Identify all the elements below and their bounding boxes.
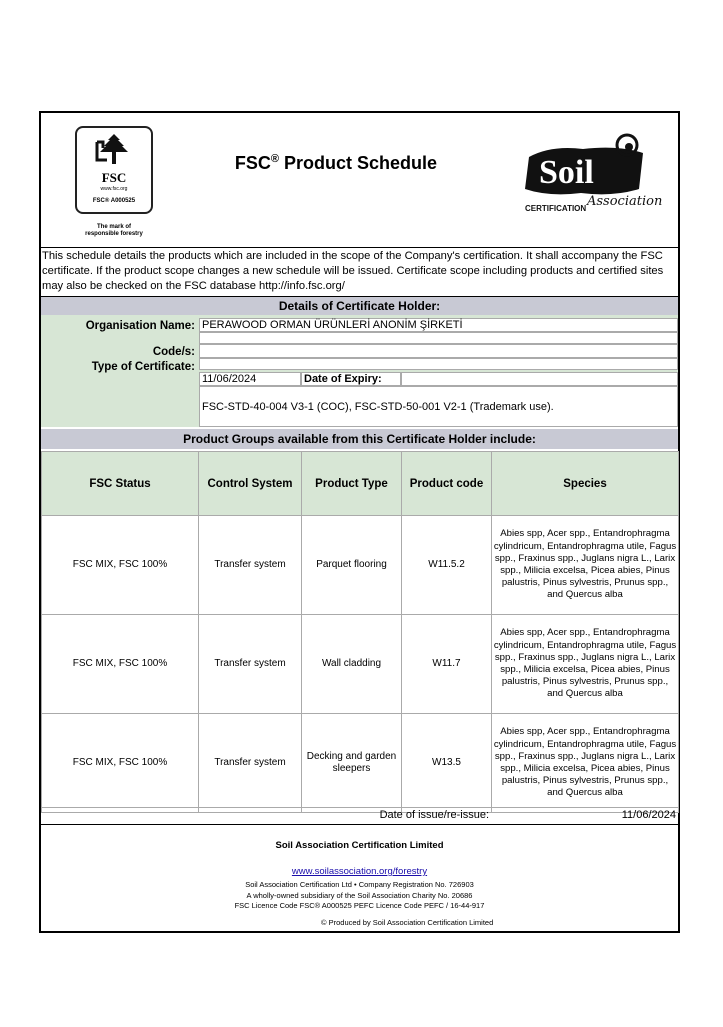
cell-type: Decking and garden sleepers	[302, 714, 402, 813]
standards-value: FSC-STD-40-004 V3-1 (COC), FSC-STD-50-001 V2-1 (Trademark use).	[199, 386, 678, 427]
col-species: Species	[492, 452, 679, 516]
org-name-value: PERAWOOD ORMAN ÜRÜNLERİ ANONİM ŞİRKETİ	[199, 318, 678, 332]
cell-control: Transfer system	[199, 516, 302, 615]
cell-code: W11.7	[402, 615, 492, 714]
soil-association-logo	[521, 127, 663, 215]
col-control-system: Control System	[199, 452, 302, 516]
soil-logo-script: Association	[587, 194, 663, 209]
schedule-header	[41, 113, 678, 248]
footer-link[interactable]: www.soilassociation.org/forestry	[291, 866, 428, 877]
product-groups-table	[41, 451, 679, 813]
cell-type: Parquet flooring	[302, 516, 402, 615]
code-value	[199, 344, 678, 358]
cell-control: Transfer system	[199, 615, 302, 714]
cell-species: Abies spp, Acer spp., Entandrophragma cylindricum, Entandrophragma utile, Fagus spp., Fraxinus spp., Juglans nigra L., Larix spp., Milicia excelsa, Picea abies, Pinus palustris, Pinus sylvestris, Prunus spp., and Quercus alba	[492, 714, 679, 813]
products-section-heading: Product Groups available from this Certificate Holder include:	[41, 429, 678, 449]
footer-line-3: FSC Licence Code FSC® A000525 PEFC Licence Code PEFC / 16-44-917	[234, 901, 485, 910]
expiry-label: Date of Expiry:	[301, 372, 401, 386]
table-row	[42, 714, 679, 813]
footer-produced: © Produced by Soil Association Certification Limited	[321, 917, 494, 927]
cell-status: FSC MIX, FSC 100%	[42, 714, 199, 813]
fsc-tree-icon	[77, 130, 151, 172]
cell-species: Abies spp, Acer spp., Entandrophragma cylindricum, Entandrophragma utile, Fagus spp., Fraxinus spp., Juglans nigra L., Larix spp., Milicia excelsa, Picea abies, Pinus palustris, Pinus sylvestris, Prunus spp., and Quercus alba	[492, 516, 679, 615]
col-product-code: Product code	[402, 452, 492, 516]
title-rest: Product Schedule	[279, 153, 438, 173]
table-row	[42, 516, 679, 615]
code-extra-field	[199, 358, 678, 370]
issue-date-value: 11/06/2024	[199, 372, 301, 386]
col-product-type: Product Type	[302, 452, 402, 516]
issue-date-row	[41, 807, 678, 825]
fsc-logo-url: www.fsc.org	[100, 186, 128, 192]
issue-date-label: Date of issue/re-issue:	[379, 809, 489, 821]
org-extra-field	[199, 332, 678, 344]
cell-status: FSC MIX, FSC 100%	[42, 615, 199, 714]
soil-logo-sub: CERTIFICATION	[525, 204, 587, 213]
fsc-logo-code: FSC® A000525	[92, 198, 136, 204]
cell-control: Transfer system	[199, 714, 302, 813]
issue-date-text: 11/06/2024	[621, 809, 676, 821]
table-header-row	[42, 452, 679, 516]
cell-status: FSC MIX, FSC 100%	[42, 516, 199, 615]
page-title	[191, 153, 481, 174]
intro-text: This schedule details the products which are included in the scope of the Company's certification. It shall accompany the FSC certificate. If the product scope changes a new schedule will be issued. Certificate scope including products and certified sites may also be checked on the FSC database http://info.fsc.org/	[42, 250, 664, 292]
title-registered-mark: ®	[270, 153, 280, 165]
org-name-label: Organisation Name:	[85, 320, 195, 332]
code-label: Code/s:	[152, 346, 195, 358]
fsc-mark-line-1: The mark of	[96, 224, 131, 230]
cell-species: Abies spp, Acer spp., Entandrophragma cylindricum, Entandrophragma utile, Fagus spp., Fraxinus spp., Juglans nigra L., Larix spp., Milicia excelsa, Picea abies, Pinus palustris, Pinus sylvestris, Prunus spp., and Quercus alba	[492, 615, 679, 714]
cell-code: W13.5	[402, 714, 492, 813]
col-fsc-status: FSC Status	[42, 452, 199, 516]
fsc-logo-word: FSC	[101, 170, 127, 185]
footer-line-1: Soil Association Certification Ltd • Company Registration No. 726903	[245, 880, 474, 889]
soil-logo-word: Soil	[539, 154, 594, 191]
soil-logo-emblem	[521, 127, 663, 215]
footer-company: Soil Association Certification Limited	[275, 840, 444, 851]
product-schedule-sheet	[39, 111, 680, 933]
footer-line-2: A wholly-owned subsidiary of the Soil Association Charity No. 20686	[246, 890, 473, 900]
type-label: Type of Certificate:	[91, 361, 195, 373]
fsc-mark-caption	[75, 224, 153, 238]
table-row	[42, 615, 679, 714]
holder-section-heading: Details of Certificate Holder:	[41, 297, 678, 315]
cell-type: Wall cladding	[302, 615, 402, 714]
expiry-value	[401, 372, 678, 386]
footer	[41, 825, 678, 927]
fsc-mark-line-2: responsible forestry	[85, 231, 143, 237]
cell-code: W11.5.2	[402, 516, 492, 615]
fsc-logo	[75, 126, 153, 214]
title-fsc: FSC	[234, 153, 271, 173]
